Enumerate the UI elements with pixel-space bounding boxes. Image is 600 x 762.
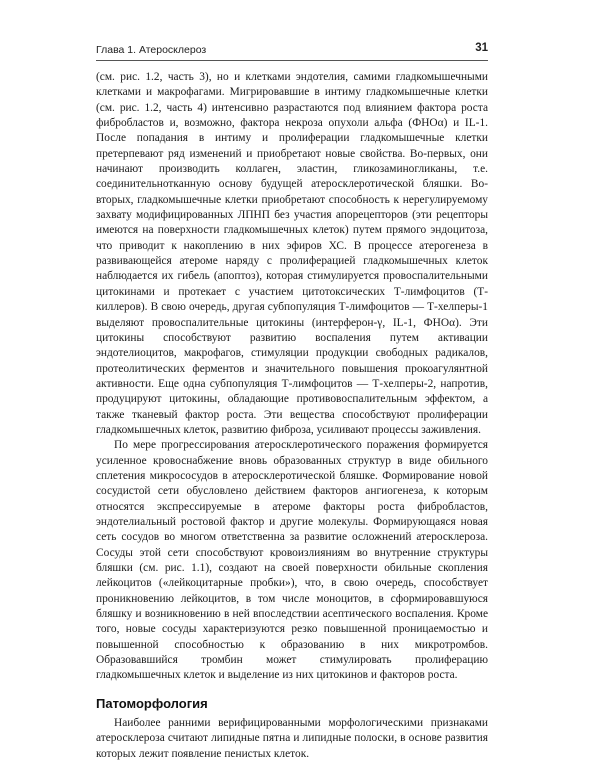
chapter-title: Глава 1. Атеросклероз bbox=[96, 44, 207, 56]
section-paragraph: Наиболее ранними верифицированными морфологическими признаками атеросклероза считают липидные пятна и липидные полоски, в основе развития которых лежит появление пенистых клеток. bbox=[96, 717, 488, 760]
page-number: 31 bbox=[475, 42, 488, 54]
page-body bbox=[96, 70, 488, 762]
header-divider bbox=[96, 60, 488, 61]
body-paragraph-2: По мере прогрессирования атеросклеротического поражения формируется усиленное кровоснабжение вновь образованных структур в виде обильного сплетения микрососудов в атеросклеротической бляшке. Формирование новой сосудистой сети обусловлено действием факторов ангиогенеза, к которым относятся экспрессируемые в атероме факторы роста фибробластов, эндотелиальный ростовой фактор и другие молекулы. Формирующаяся новая сеть сосудов во многом ответственна за развитие осложнений атеросклероза. Сосуды этой сети способствуют кровоизлияниям во внутренние структуры бляшки (см. рис. 1.1), создают на своей поверхности обильные скопления лейкоцитов («лейкоцитарные пробки»), что, в свою очередь, способствует проникновению лейкоцитов, в том числе моноцитов, в сформировавшуюся бляшку и возникновению в ней впоследствии асептического воспаления. Кроме того, новые сосуды характеризуются резко повышенной проницаемостью и повышенной способностью к образованию в них микротромбов. Образовавшийся тромбин может стимулировать пролиферацию гладкомышечных клеток и выделение из них цитокинов и факторов роста. bbox=[96, 439, 488, 682]
section-heading: Патоморфология bbox=[96, 695, 208, 711]
body-paragraph-1: (см. рис. 1.2, часть 3), но и клетками эндотелия, самими гладкомышечными клетками и макрофагами. Мигрировавшие в интиму гладкомышечные клетки (см. рис. 1.2, часть 4) интенсивно разрастаются под влиянием фактора роста фибробластов и, возможно, фактора некроза опухоли альфа (ФНОα) и IL-1. После попадания в интиму и пролиферации гладкомышечные клетки претерпевают ряд изменений и приобретают новые свойства. Во-первых, они начинают производить коллаген, эластин, гликозаминогликаны, т.е. соединительнотканную основу будущей атеросклеротической бляшки. Во-вторых, гладкомышечные клетки приобретают способность к нерегулируемому захвату модифицированных ЛПНП без участия апорецепторов (эти рецепторы имеются на поверхности гладкомышечных клеток) путем прямого эндоцитоза, что приводит к накоплению в них эфиров ХС. В процессе атерогенеза в развивающейся атероме наряду с пролиферацией гладкомышечных клеток наблюдается их гибель (апоптоз), которая стимулируется провоспалительными цитокинами и протекает с участием цитотоксических Т-лимфоцитов (Т-киллеров). В свою очередь, другая субпопуляция Т-лимфоцитов — Т-хелперы-1 выделяют провоспалительные цитокины (интерферон-γ, IL-1, ФНОα). Эти цитокины способствуют развитию воспаления путем активации эндотелиоцитов, макрофагов, стимуляции продукции свободных радикалов, протеолитических ферментов и значительного повышения прокоагулянтной активности. Еще одна субпопуляция Т-лимфоцитов — Т-хелперы-2, напротив, продуцируют цитокины, обладающие противовоспалительным эффектом, а также тканевый фактор роста. Эти вещества способствуют пролиферации гладкомышечных клеток, развитию фиброза, усиливают процессы заживления. bbox=[96, 71, 488, 436]
page-header bbox=[96, 40, 488, 58]
